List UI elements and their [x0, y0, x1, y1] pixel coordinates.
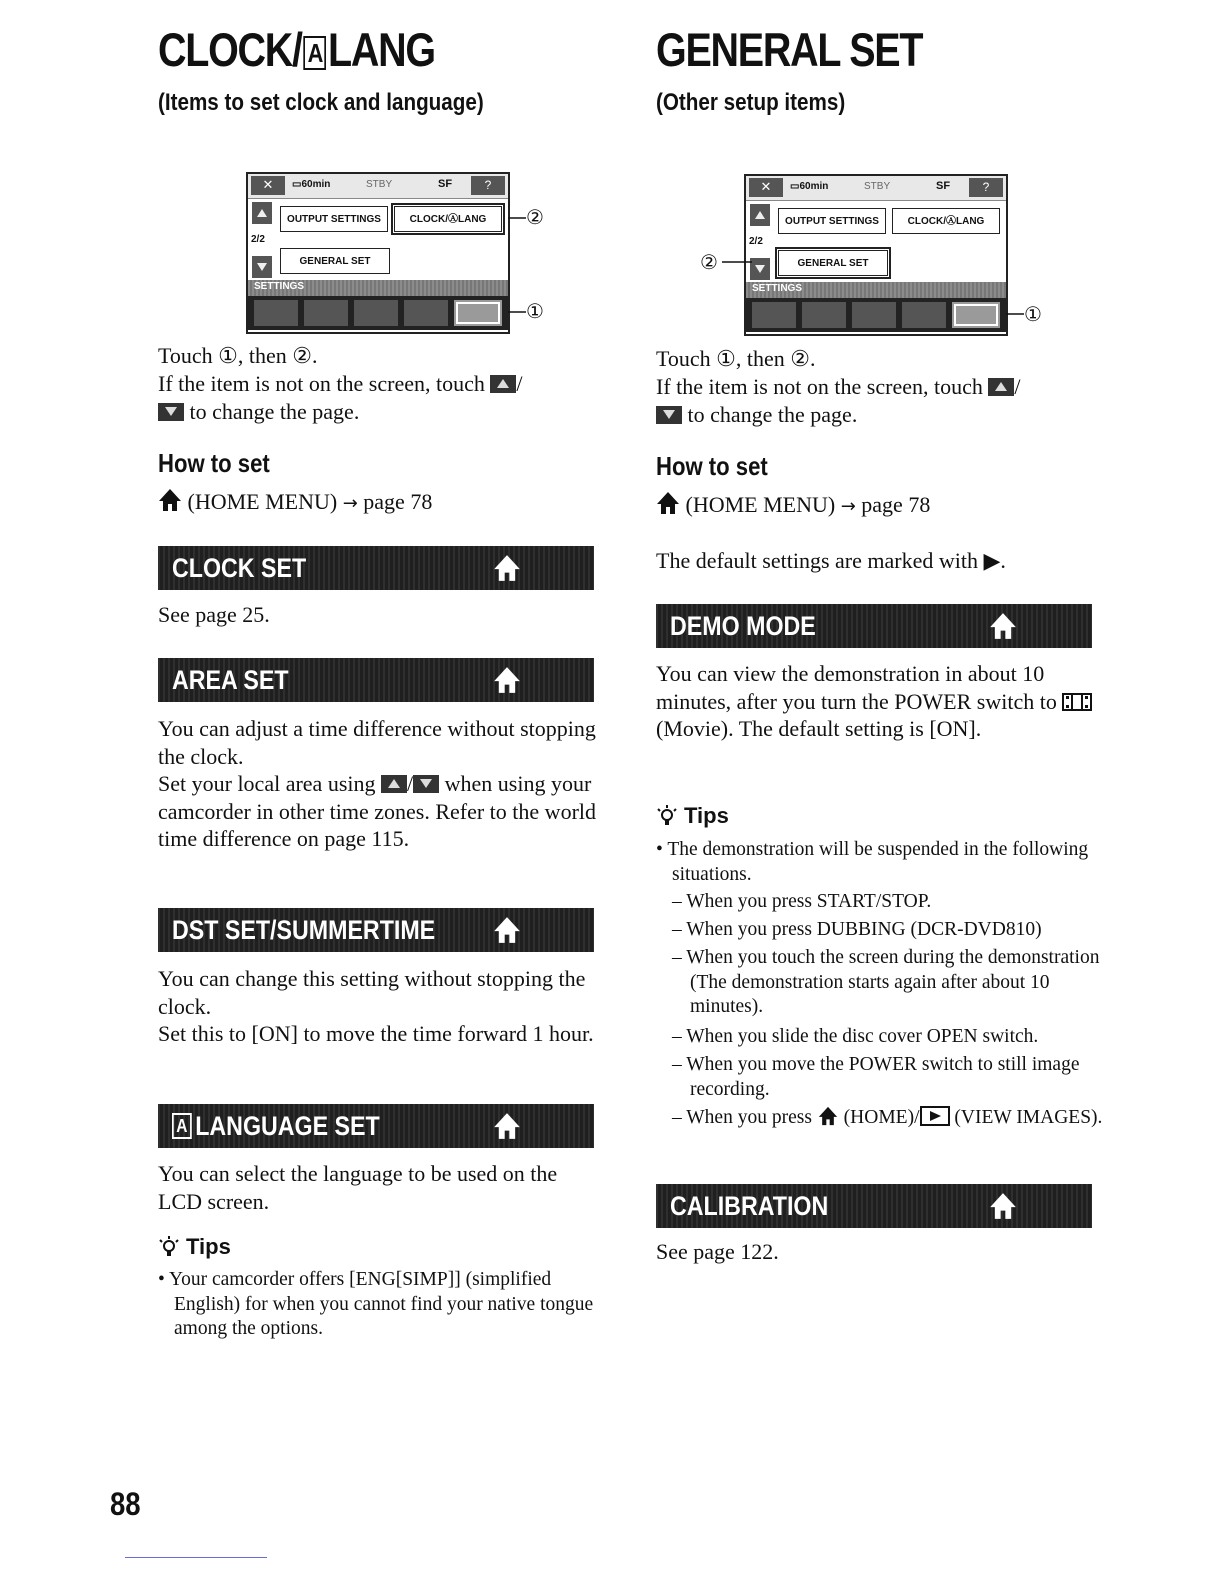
- home-icon: [988, 1192, 1018, 1220]
- settings-label: SETTINGS: [254, 281, 305, 292]
- callout-1: ①: [526, 299, 544, 323]
- home-icon: [492, 1112, 522, 1140]
- movie-icon: [1062, 692, 1092, 712]
- home-menu-reference: (HOME MENU) → page 78: [158, 488, 598, 518]
- tip-item: • Your camcorder offers [ENG[SIMP]] (simplified English) for when you cannot find your native tongue among the options.: [158, 1269, 594, 1339]
- how-to-set-heading: How to set: [656, 451, 768, 481]
- dst-summertime-bar: [158, 908, 594, 952]
- tip-item: – When you press START/STOP.: [672, 891, 932, 912]
- view-images-icon: [920, 1106, 950, 1126]
- tips-heading: Tips: [158, 1233, 231, 1261]
- area-set-bar: [158, 658, 594, 702]
- settings-label: SETTINGS: [752, 283, 803, 294]
- remaining-time: ▭60min: [292, 179, 331, 190]
- callout-2: ②: [526, 205, 544, 229]
- category-tabs: [746, 298, 1006, 332]
- clock-lang-button: CLOCK/ⒶLANG: [394, 206, 502, 232]
- output-settings-button: OUTPUT SETTINGS: [778, 208, 886, 234]
- language-set-bar: [158, 1104, 594, 1148]
- camera-tab-icon: [254, 300, 298, 326]
- tip-item: – When you press DUBBING (DCR-DVD810): [672, 919, 1042, 940]
- page-up-icon: [988, 378, 1014, 396]
- page-up-arrow-icon: [750, 204, 770, 226]
- calibration-label: CALIBRATION: [670, 1191, 829, 1221]
- lcd-status-bar: [248, 174, 508, 199]
- language-a-icon: A: [172, 1113, 192, 1139]
- lightbulb-icon: [656, 805, 678, 827]
- dst-summertime-label: DST SET/SUMMERTIME: [172, 915, 436, 945]
- settings-tab-icon: [952, 302, 1000, 328]
- manage-tab-icon: [902, 302, 946, 328]
- remaining-time: ▭60min: [790, 181, 829, 192]
- status-text: STBY: [864, 181, 891, 192]
- language-set-label: A LANGUAGE SET: [172, 1108, 380, 1144]
- home-icon: [492, 554, 522, 582]
- home-icon: [656, 491, 680, 515]
- how-to-set-heading: How to set: [158, 448, 270, 478]
- touch-instruction: Touch ①, then ②.: [158, 343, 318, 368]
- playback-tab-icon: [304, 300, 348, 326]
- clock-set-text: See page 25.: [158, 602, 270, 627]
- dst-text: You can change this setting without stopping the clock. Set this to [ON] to move the time forward 1 hour.: [158, 966, 594, 1046]
- touch-instruction: Touch ①, then ②.: [656, 346, 816, 371]
- page-indicator: 2/2: [251, 234, 265, 245]
- page-change-hint: If the item is not on the screen, touch / to change the page.: [656, 374, 1021, 427]
- section-subtitle: (Other setup items): [656, 89, 846, 116]
- down-icon: [413, 775, 439, 793]
- callout-line: [722, 254, 752, 274]
- lcd-screen-illustration: [744, 174, 1008, 336]
- calibration-text: See page 122.: [656, 1239, 779, 1264]
- home-icon: [492, 916, 522, 944]
- general-set-button: GENERAL SET: [280, 248, 390, 274]
- demo-mode-text: You can view the demonstration in about 10 minutes, after you turn the POWER switch to (Movie). The default setting is [ON].: [656, 660, 1096, 743]
- output-settings-button: OUTPUT SETTINGS: [280, 206, 388, 232]
- tips-heading: Tips: [656, 802, 729, 830]
- home-icon: [158, 488, 182, 512]
- page-down-icon: [158, 403, 184, 421]
- clock-set-label: CLOCK SET: [172, 553, 307, 583]
- close-icon: ✕: [251, 176, 285, 195]
- up-icon: [381, 775, 407, 793]
- language-a-icon: A: [303, 36, 326, 70]
- camera-tab-icon: [752, 302, 796, 328]
- home-menu-reference: (HOME MENU) → page 78: [656, 491, 1096, 521]
- lcd-status-bar: [746, 176, 1006, 201]
- tip-item: – When you slide the disc cover OPEN switch.: [672, 1026, 1039, 1047]
- quality-icon: SF: [936, 180, 951, 192]
- page-down-icon: [656, 406, 682, 424]
- page-up-arrow-icon: [252, 202, 272, 224]
- tip-item: – When you touch the screen during the demonstration (The demonstration starts again after about 10 minutes).: [672, 947, 1100, 1017]
- page-up-icon: [490, 375, 516, 393]
- page-change-hint: If the item is not on the screen, touch / to change the page.: [158, 371, 523, 424]
- manage-tab-icon: [404, 300, 448, 326]
- page-number: 88: [110, 1486, 141, 1522]
- help-button: ?: [471, 176, 505, 195]
- help-button: ?: [969, 178, 1003, 197]
- settings-label-bar: [746, 282, 1006, 298]
- status-text: STBY: [366, 179, 393, 190]
- home-icon: [817, 1106, 839, 1126]
- close-icon: ✕: [749, 178, 783, 197]
- callout-line: [1006, 302, 1026, 322]
- section-title-general-set: GENERAL SET: [656, 23, 923, 76]
- lcd-screen-illustration: [246, 172, 510, 334]
- other-tab-icon: [354, 300, 398, 326]
- area-set-text: You can adjust a time difference without stopping the clock. Set your local area using / when using your camcorder in other time zones. Refer to the world time difference on page 115.: [158, 716, 597, 851]
- callout-2: ②: [700, 250, 718, 274]
- tip-item: – When you press (HOME)/ (VIEW IMAGES).: [672, 1107, 1103, 1128]
- playback-tab-icon: [802, 302, 846, 328]
- area-set-label: AREA SET: [172, 665, 289, 695]
- demo-mode-label: DEMO MODE: [670, 611, 816, 641]
- default-settings-note: The default settings are marked with ▶.: [656, 548, 1006, 573]
- page-down-arrow-icon: [750, 258, 770, 280]
- section-subtitle: (Items to set clock and language): [158, 89, 484, 116]
- quality-icon: SF: [438, 178, 453, 190]
- page-down-arrow-icon: [252, 256, 272, 278]
- calibration-bar: [656, 1184, 1092, 1228]
- clock-lang-button: CLOCK/ⒶLANG: [892, 208, 1000, 234]
- home-icon: [988, 612, 1018, 640]
- home-icon: [492, 666, 522, 694]
- tip-item: – When you move the POWER switch to still image recording.: [672, 1054, 1080, 1100]
- section-title-clock-lang: CLOCK/ A LANG: [158, 23, 435, 76]
- footer-rule: [125, 1557, 267, 1558]
- category-tabs: [248, 296, 508, 330]
- language-set-text: You can select the language to be used on the LCD screen.: [158, 1161, 558, 1214]
- settings-label-bar: [248, 280, 508, 296]
- callout-1: ①: [1024, 302, 1042, 326]
- settings-tab-icon: [454, 300, 502, 326]
- lightbulb-icon: [158, 1236, 180, 1258]
- general-set-button: GENERAL SET: [778, 250, 888, 276]
- tip-intro: • The demonstration will be suspended in the following situations.: [656, 839, 1089, 885]
- clock-set-bar: [158, 546, 594, 590]
- demo-mode-bar: [656, 604, 1092, 648]
- page-indicator: 2/2: [749, 236, 763, 247]
- other-tab-icon: [852, 302, 896, 328]
